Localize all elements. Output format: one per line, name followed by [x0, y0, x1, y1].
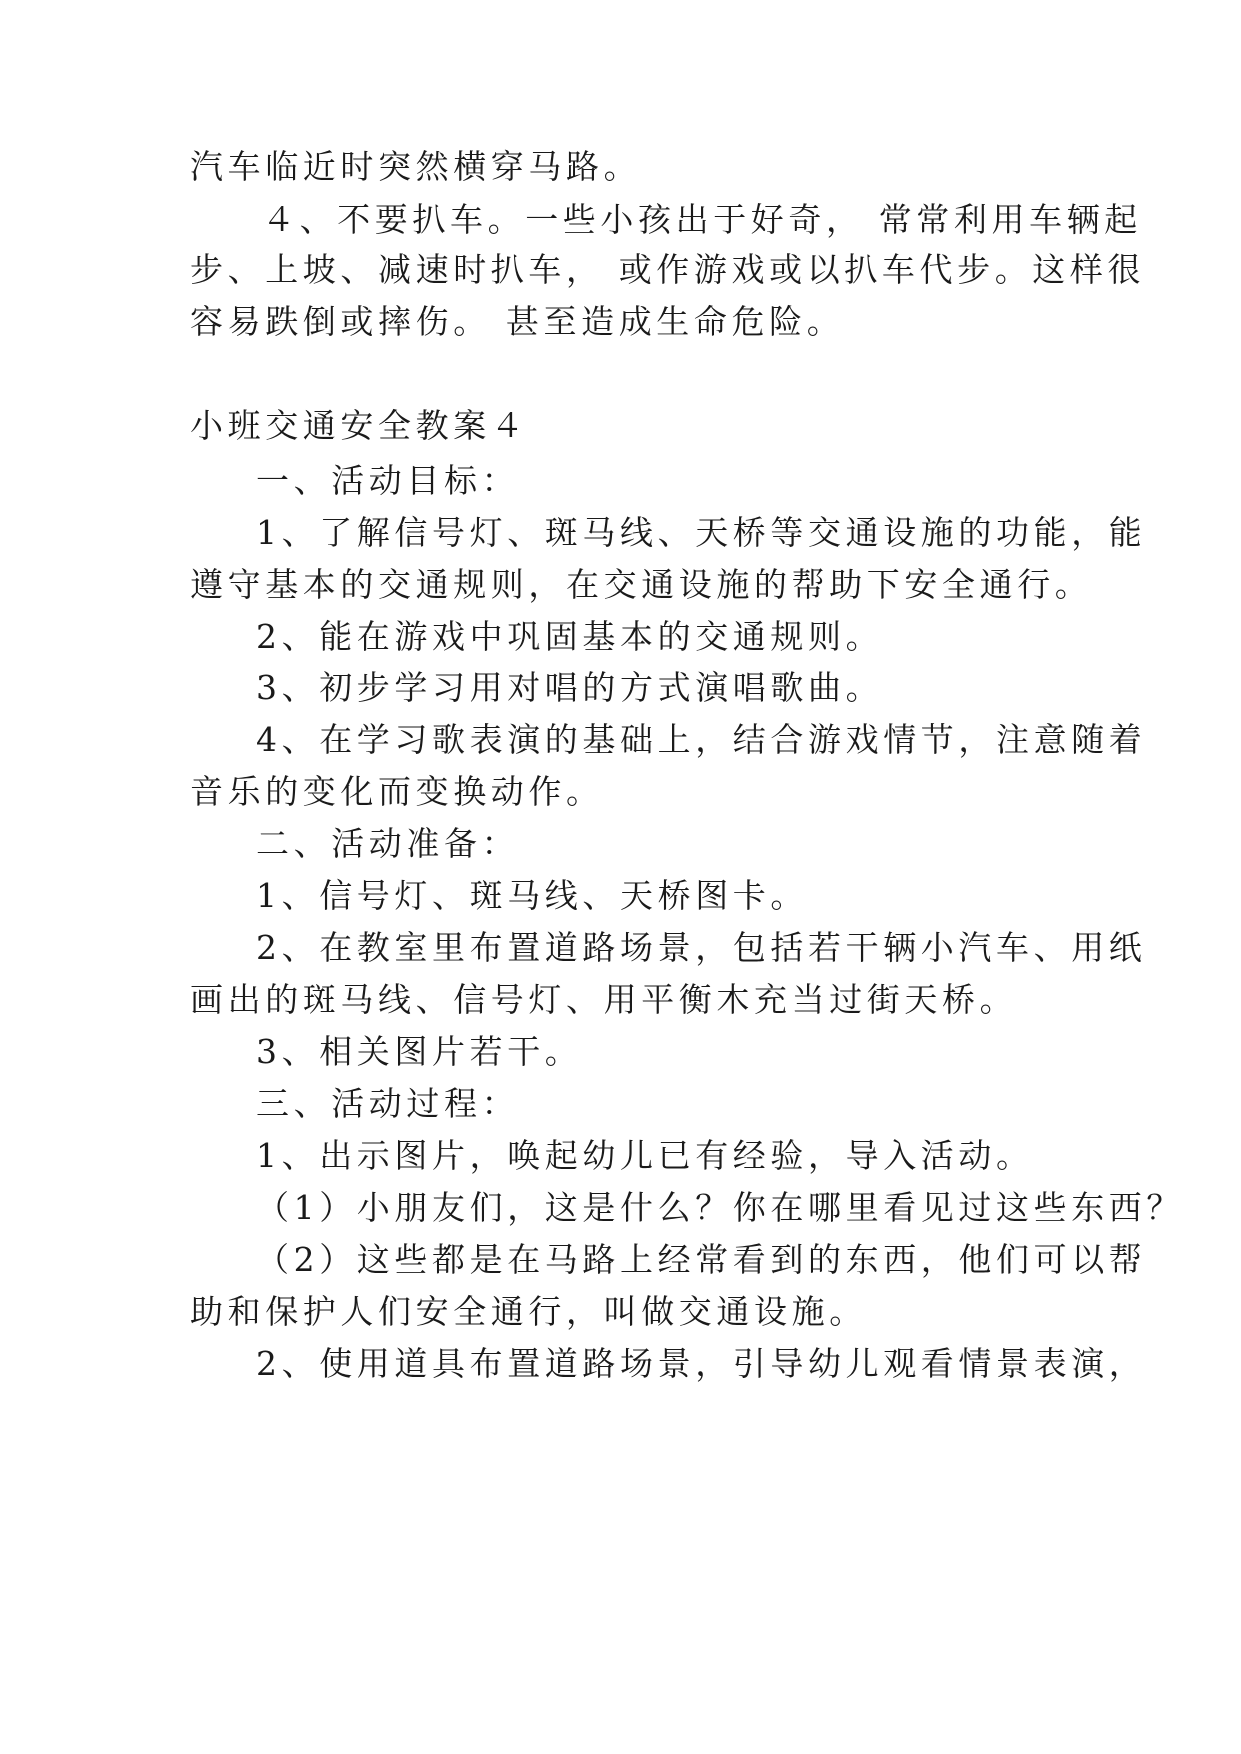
paragraph-line: 1、了解信号灯、斑马线、天桥等交通设施的功能，能 — [256, 513, 1147, 552]
section-title: 小班交通安全教案４ — [190, 406, 529, 445]
section-heading: 一、活动目标： — [256, 461, 520, 500]
section-heading: 三、活动过程： — [256, 1084, 520, 1123]
paragraph-line: 画出的斑马线、信号灯、用平衡木充当过街天桥。 — [190, 980, 1018, 1019]
paragraph-line: 1、信号灯、斑马线、天桥图卡。 — [256, 876, 808, 915]
paragraph-line: 助和保护人们安全通行，叫做交通设施。 — [190, 1292, 867, 1331]
paragraph-line: （1）小朋友们，这是什么？你在哪里看见过这些东西？ — [256, 1188, 1184, 1227]
paragraph-line: 音乐的变化而变换动作。 — [190, 772, 604, 811]
section-heading: 二、活动准备： — [256, 824, 520, 863]
paragraph-line: 1、出示图片，唤起幼儿已有经验，导入活动。 — [256, 1136, 1034, 1175]
paragraph-line: 2、使用道具布置道路场景，引导幼儿观看情景表演， — [256, 1344, 1147, 1383]
paragraph-line: ４、不要扒车。一些小孩出于好奇， 常常利用车辆起 — [262, 200, 1142, 239]
paragraph-line: 汽车临近时突然横穿马路。 — [190, 147, 642, 186]
paragraph-line: 2、在教室里布置道路场景，包括若干辆小汽车、用纸 — [256, 928, 1147, 967]
paragraph-line: 4、在学习歌表演的基础上，结合游戏情节，注意随着 — [256, 720, 1147, 759]
paragraph-line: （2）这些都是在马路上经常看到的东西，他们可以帮 — [256, 1240, 1147, 1279]
paragraph-line: 步、上坡、减速时扒车， 或作游戏或以扒车代步。这样很 — [190, 250, 1146, 289]
paragraph-line: 遵守基本的交通规则，在交通设施的帮助下安全通行。 — [190, 565, 1093, 604]
paragraph-line: 2、能在游戏中巩固基本的交通规则。 — [256, 617, 884, 656]
paragraph-line: 容易跌倒或摔伤。 甚至造成生命危险。 — [190, 302, 845, 341]
paragraph-line: 3、初步学习用对唱的方式演唱歌曲。 — [256, 668, 884, 707]
paragraph-line: 3、相关图片若干。 — [256, 1032, 583, 1071]
